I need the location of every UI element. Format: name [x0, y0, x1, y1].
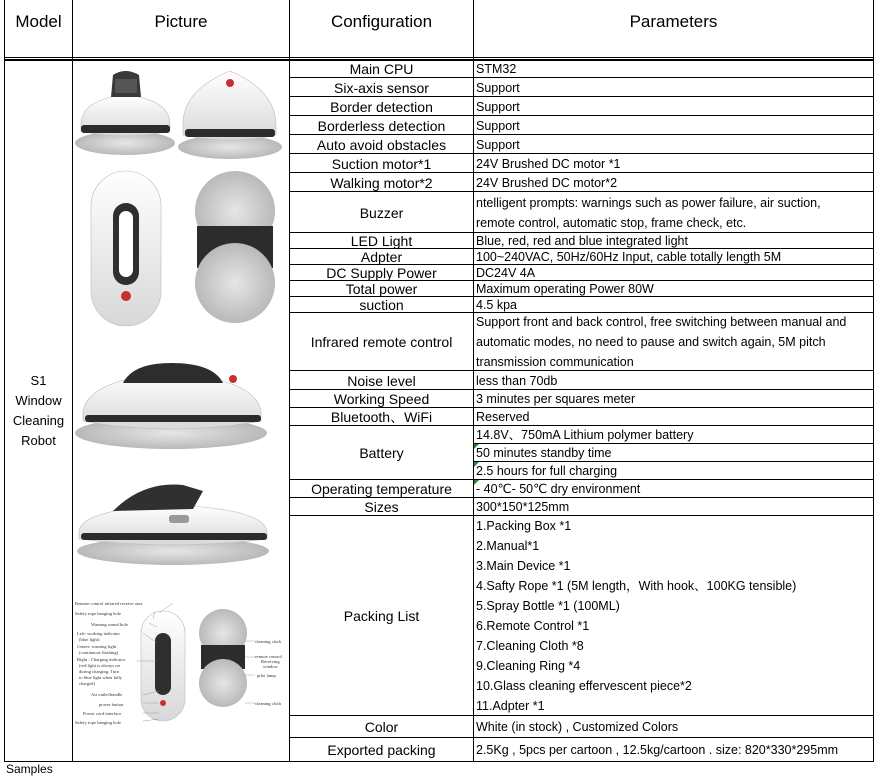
param-exported-packing: 2.5Kg , 5pcs per cartoon , 12.5kg/cartoon . size: 820*330*295mm: [476, 742, 839, 757]
param-line: transmission communication: [476, 355, 634, 369]
param-line: automatic modes, no need to pause and switch again, 5M pitch: [476, 335, 826, 349]
config-bluetooth-wifi: Bluetooth、WiFi: [330, 409, 433, 425]
config-exported-packing: Exported packing: [327, 741, 436, 758]
param-battery-charging: 2.5 hours for full charging: [476, 464, 618, 478]
packing-item: 5.Spray Bottle *1 (100ML): [476, 599, 620, 613]
param-auto-avoid-obstacles: Support: [476, 137, 520, 152]
header-configuration: Configuration: [330, 12, 433, 31]
param-working-speed: 3 minutes per squares meter: [476, 392, 636, 406]
diagram-label: remote control: [255, 654, 282, 659]
config-led-light: LED Light: [350, 233, 413, 249]
param-walking-motor: 24V Brushed DC motor*2: [476, 175, 618, 190]
config-infrared-remote-control: Infrared remote control: [310, 334, 453, 350]
model-line: Window: [15, 393, 62, 408]
diagram-label: Left: working indicator: [77, 631, 120, 636]
config-suction-motor: Suction motor*1: [331, 155, 432, 172]
config-working-speed: Working Speed: [333, 391, 430, 407]
diagram-label: cleaning cloth: [255, 701, 281, 706]
diagram-label: cleaning cloth: [255, 639, 281, 644]
packing-item: 9.Cleaning Ring *4: [476, 659, 581, 673]
footer-fragment: Samples: [6, 762, 53, 776]
diagram-label: Warning sound hole: [91, 622, 128, 627]
diagram-label: Air outlet/handle: [91, 692, 123, 697]
diagram-label: charged): [79, 681, 95, 686]
config-adapter: Adpter: [360, 249, 403, 265]
model-line: Robot: [21, 433, 56, 448]
param-sizes: 300*150*125mm: [476, 500, 570, 514]
param-borderless-detection: Support: [476, 118, 520, 133]
cell-comment-marker: [474, 462, 479, 467]
diagram-label: Center: warning light: [77, 644, 117, 649]
model-name: [5, 61, 72, 761]
cell-comment-marker: [474, 444, 479, 449]
param-dc-supply-power: DC24V 4A: [476, 266, 536, 280]
param-battery-capacity: 14.8V、750mA Lithium polymer battery: [476, 428, 694, 442]
diagram-label: Power cord interface: [83, 711, 122, 716]
config-main-cpu: Main CPU: [349, 60, 414, 77]
param-color: White (in stock) , Customized Colors: [476, 720, 679, 734]
config-packing-list: Packing List: [343, 608, 420, 624]
diagram-label: during charging, Turn: [79, 669, 120, 674]
config-auto-avoid-obstacles: Auto avoid obstacles: [316, 136, 447, 153]
config-six-axis-sensor: Six-axis sensor: [334, 79, 429, 96]
param-six-axis-sensor: Support: [476, 80, 520, 95]
param-line: remote control, automatic stop, frame check, etc.: [476, 215, 747, 230]
config-battery: Battery: [359, 445, 404, 461]
param-infrared-remote-control: [474, 313, 873, 371]
param-packing-list: [474, 516, 873, 716]
diagram-label: pilot lamp: [257, 673, 276, 678]
config-walking-motor: Walking motor*2: [330, 174, 433, 191]
diagram-label: Remote control infrared receive area: [75, 601, 143, 606]
packing-item: 3.Main Device *1: [476, 559, 571, 573]
config-total-power: Total power: [345, 281, 418, 297]
product-pictures: [73, 61, 289, 761]
cell-comment-marker: [474, 480, 479, 485]
diagram-label: Safety rope hanging hole: [75, 611, 122, 616]
diagram-label: (red light is always on: [79, 663, 120, 668]
param-battery-standby: 50 minutes standby time: [476, 446, 612, 460]
config-color: Color: [364, 719, 399, 735]
param-line: ntelligent prompts: warnings such as power failure, air suction,: [476, 195, 821, 210]
param-total-power: Maximum operating Power 80W: [476, 282, 654, 296]
param-led-light: Blue, red, red and blue integrated light: [476, 234, 688, 248]
robot-side-view-1: [75, 71, 175, 155]
diagram-label: power button: [99, 702, 124, 707]
model-line: Cleaning: [12, 413, 65, 428]
param-main-cpu: STM32: [476, 61, 517, 76]
robot-perspective-view: [75, 363, 267, 449]
header-model: Model: [15, 12, 62, 31]
param-suction-motor: 24V Brushed DC motor *1: [476, 156, 621, 171]
config-suction: suction: [359, 297, 404, 313]
config-noise-level: Noise level: [347, 372, 416, 389]
packing-item: 4.Safty Rope *1 (5M length，With hook、100KG tensible): [476, 579, 797, 593]
config-buzzer: Buzzer: [359, 204, 404, 221]
param-bluetooth-wifi: Reserved: [476, 410, 530, 424]
diagram-label: Receiving: [261, 659, 280, 664]
param-adapter: 100~240VAC, 50Hz/60Hz Input, cable totally length 5M: [476, 250, 782, 264]
diagram-label: (blue light): [79, 637, 100, 642]
config-borderless-detection: Borderless detection: [317, 117, 446, 134]
packing-item: 2.Manual*1: [476, 539, 540, 553]
mop-pads-top: [195, 171, 275, 323]
packing-item: 1.Packing Box *1: [476, 519, 572, 533]
config-sizes: Sizes: [364, 499, 399, 515]
packing-item: 7.Cleaning Cloth *8: [476, 639, 584, 653]
diagram-label: Right : Charging indicator: [77, 657, 126, 662]
param-buzzer: [474, 192, 873, 233]
diagram-label: window: [263, 664, 278, 669]
config-border-detection: Border detection: [330, 98, 433, 115]
packing-item: 6.Remote Control *1: [476, 619, 590, 633]
param-suction: 4.5 kpa: [476, 298, 518, 312]
packing-item: 11.Adpter *1: [476, 699, 545, 713]
param-border-detection: Support: [476, 99, 520, 114]
header-picture: Picture: [154, 12, 208, 31]
diagram-label: (continuous flashing): [79, 650, 119, 655]
robot-annotated-diagram: [137, 603, 255, 721]
param-line: Support front and back control, free switching between manual and: [476, 315, 847, 329]
config-dc-supply-power: DC Supply Power: [326, 265, 437, 281]
header-parameters: Parameters: [629, 12, 718, 31]
config-operating-temperature: Operating temperature: [311, 481, 452, 497]
param-noise-level: less than 70db: [476, 373, 558, 388]
robot-profile-view: [77, 485, 269, 565]
param-operating-temperature: - 40℃- 50℃ dry environment: [476, 482, 641, 496]
packing-item: 10.Glass cleaning effervescent piece*2: [476, 679, 692, 693]
robot-top-view: [91, 171, 161, 326]
diagram-label: to blue light when fully: [79, 675, 123, 680]
robot-side-view-2: [178, 71, 282, 159]
diagram-label: Safety rope hanging hole: [75, 720, 122, 725]
model-line: S1: [30, 373, 47, 388]
